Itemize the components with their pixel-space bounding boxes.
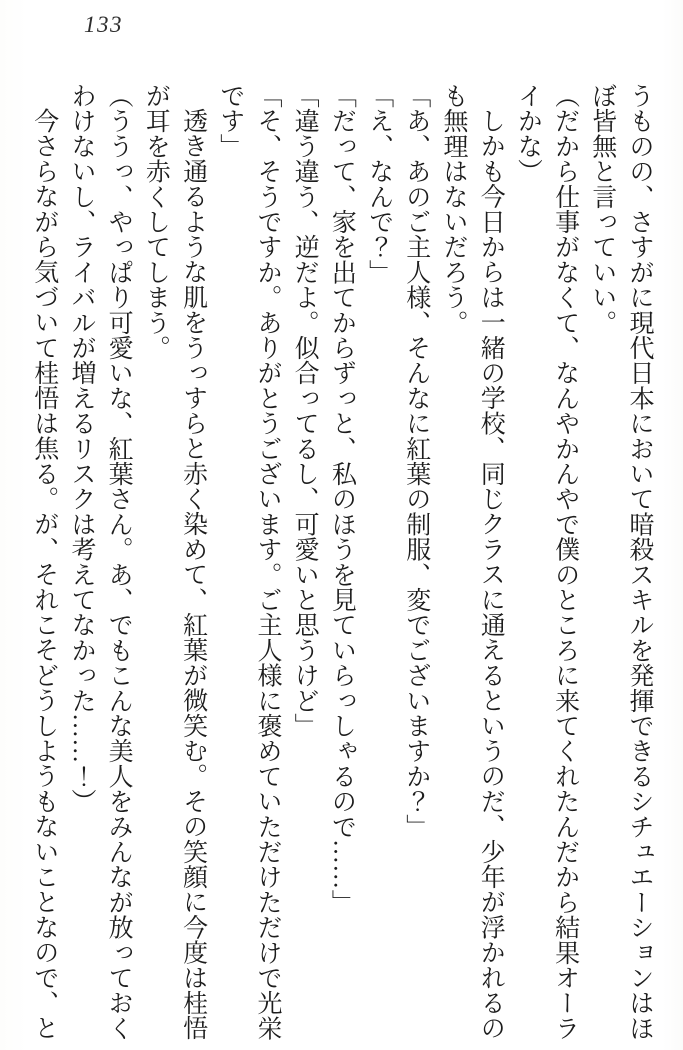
text-line: うものの、さすがに現代日本において暗殺スキルを発揮できるシチュエーションはほ [626,83,653,1041]
text-line: です」 [216,83,244,159]
text-line: しかも今日からは一緒の学校、同じクラスに通えるというのだ、少年が浮かれるの [477,108,505,1041]
text-line: ぼ皆無と言っていい。 [588,83,616,335]
text-line: （ううっ、やっぱり可愛いな、紅葉さん。あ、でもこんな美人をみんなが放っておく [105,83,133,1041]
page-number: 133 [84,12,123,37]
text-line: 「あ、あのご主人様、そんなに紅葉の制服、変でございますか？」 [402,83,430,839]
text-line: 今さらながら気づいて桂悟は焦る。が、それこそどうしようもないことなので、と [30,108,58,1041]
text-line: が耳を赤くしてしまう。 [142,83,170,361]
text-line: 「え、なんで？」 [365,83,393,285]
text-line: 「そ、そうですか。ありがとうございます。ご主人様に褒めていただけただけで光栄 [253,83,281,1041]
text-line: も無理はないだろう。 [439,83,467,335]
text-line: 透き通るような肌をうっすらと赤く染めて、紅葉が微笑む。その笑顔に今度は桂悟 [179,108,207,1041]
text-line: わけないし、ライバルが増えるリスクは考えてなかった……！） [67,83,95,814]
text-line: イかな） [514,83,542,184]
text-line: 「だって、家を出てからずっと、私のほうを見ていらっしゃるので……」 [328,83,356,915]
page-text-block [26,83,658,1041]
text-line: （だから仕事がなくて、なんやかんやで僕のところに来てくれたんだから結果オーラ [551,83,579,1041]
text-line: 「違う違う、逆だよ。似合ってるし、可愛いと思うけど」 [291,83,319,739]
